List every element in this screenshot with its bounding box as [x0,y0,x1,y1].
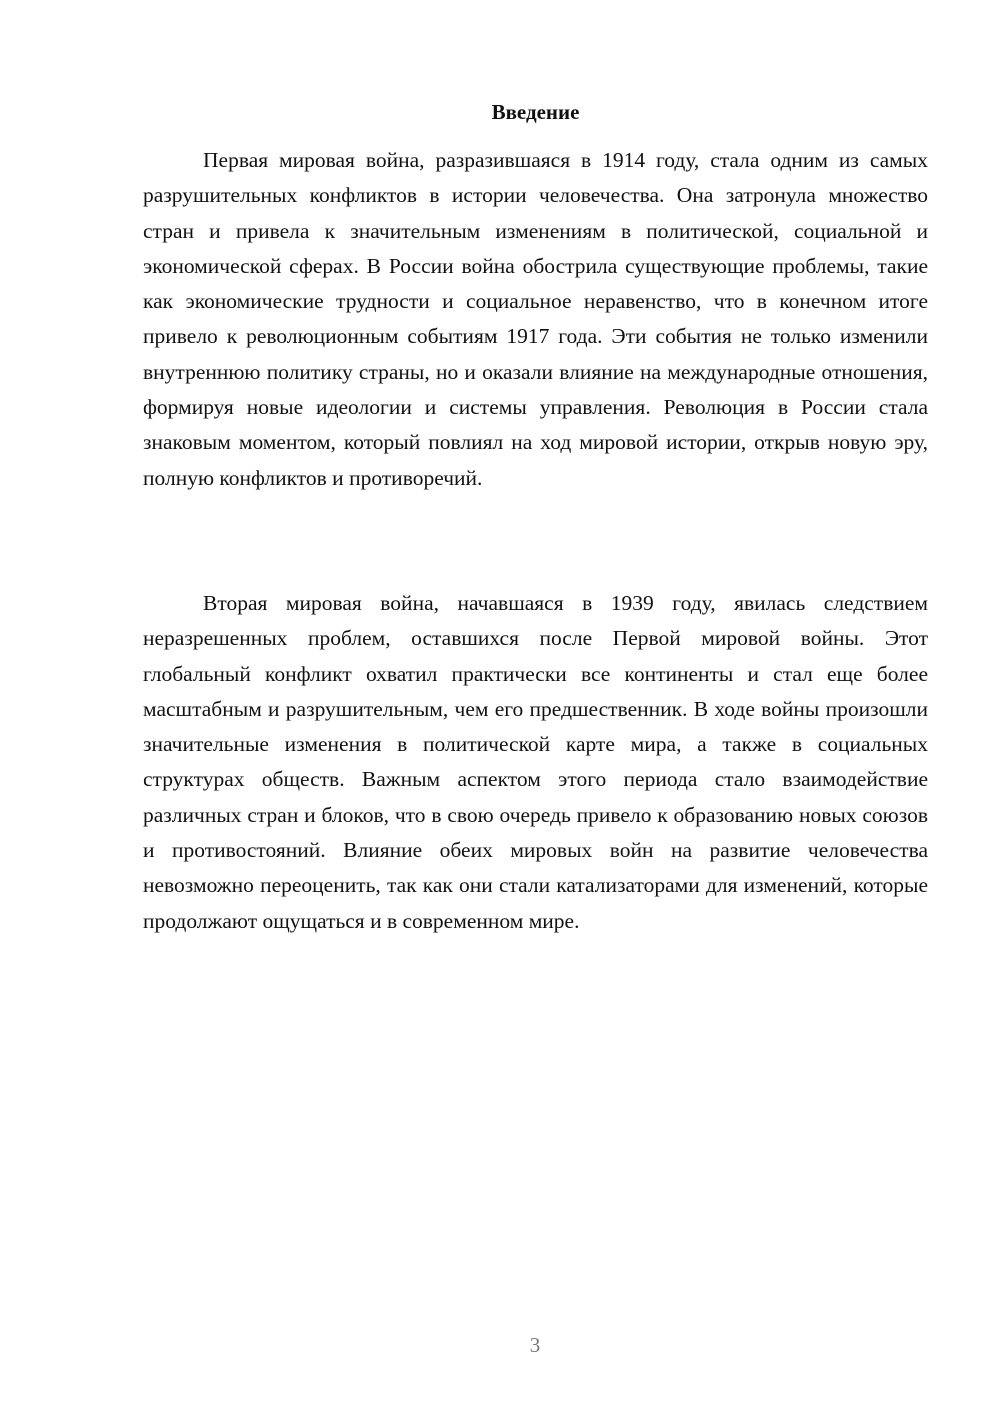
paragraph-2: Вторая мировая война, начавшаяся в 1939 году, явилась следствием неразрешенных проблем, оставшихся после Первой мировой войны. Этот глобальный конфликт охватил практически все континенты и стал еще более масштабным и разрушительным, чем его предшественник. В ходе войны произошли значительные изменения в политической карте мира, а также в социальных структурах обществ. Важным аспектом этого периода стало взаимодействие различных стран и блоков, что в свою очередь привело к образованию новых союзов и противостояний. Влияние обеих мировых войн на развитие человечества невозможно переоценить, так как они стали катализаторами для изменений, которые продолжают ощущаться и в современном мире. [143,591,928,933]
section-title: Введение [491,100,580,124]
page-number: 3 [529,1333,541,1357]
paragraph-1: Первая мировая война, разразившаяся в 1914 году, стала одним из самых разрушительных конфликтов в истории человечества. Она затронула множество стран и привела к значительным изменениям в политической, социальной и экономической сферах. В России война обострила существующие проблемы, такие как экономические трудности и социальное неравенство, что в конечном итоге привело к революционным событиям 1917 года. Эти события не только изменили внутреннюю политику страны, но и оказали влияние на международные отношения, формируя новые идеологии и системы управления. Революция в России стала знаковым моментом, который повлиял на ход мировой истории, открыв новую эру, полную конфликтов и противоречий. [143,148,928,490]
